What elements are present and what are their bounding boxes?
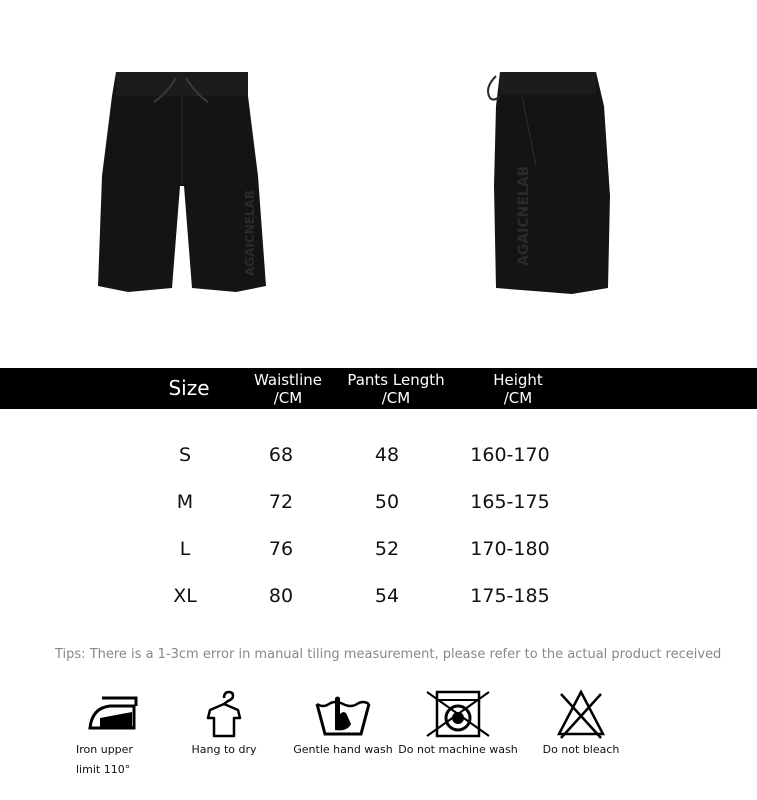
care-iron-label: Iron upper limit 110° (76, 743, 133, 776)
cell-pants-length: 48 (374, 444, 400, 466)
hand-wash-icon (313, 688, 373, 740)
table-row (0, 487, 757, 517)
header-pants-length: Pants Length /CM (347, 371, 445, 407)
care-hang (182, 688, 266, 760)
cell-height: 165-175 (470, 491, 550, 513)
size-table-header (0, 368, 757, 409)
shorts-side-photo (476, 66, 616, 296)
care-machine-label: Do not machine wash (398, 743, 518, 756)
care-hand-wash (290, 688, 396, 760)
care-no-bleach (536, 688, 626, 760)
cell-size: S (178, 444, 192, 466)
cell-pants-length: 50 (374, 491, 400, 513)
cell-waistline: 68 (268, 444, 294, 466)
care-no-machine-wash (398, 688, 518, 760)
hanger-icon (202, 688, 246, 740)
no-machine-wash-icon (423, 688, 493, 740)
no-bleach-icon (555, 688, 607, 740)
cell-height: 170-180 (470, 538, 550, 560)
cell-pants-length: 54 (374, 585, 400, 607)
cell-height: 160-170 (470, 444, 550, 466)
cell-waistline: 76 (268, 538, 294, 560)
side-print-text: AGAICNELAB (516, 165, 532, 266)
cell-size: XL (173, 585, 197, 607)
table-row (0, 534, 757, 564)
cell-waistline: 80 (268, 585, 294, 607)
care-hang-label: Hang to dry (191, 743, 257, 756)
front-print-text: AGAICNELAB (243, 189, 257, 276)
care-hand-label: Gentle hand wash (293, 743, 393, 756)
iron-icon (82, 688, 142, 740)
table-row (0, 581, 757, 611)
cell-size: M (176, 491, 194, 513)
shorts-front-photo (96, 66, 268, 296)
table-row (0, 440, 757, 470)
cell-size: L (179, 538, 191, 560)
cell-height: 175-185 (470, 585, 550, 607)
header-height: Height /CM (493, 371, 543, 407)
cell-waistline: 72 (268, 491, 294, 513)
cell-pants-length: 52 (374, 538, 400, 560)
measurement-tips: Tips: There is a 1-3cm error in manual tiling measurement, please refer to the actual product received (55, 647, 722, 662)
care-bleach-label: Do not bleach (542, 743, 620, 756)
header-size: Size (168, 376, 210, 400)
header-waistline: Waistline /CM (254, 371, 322, 407)
care-iron (76, 688, 148, 780)
